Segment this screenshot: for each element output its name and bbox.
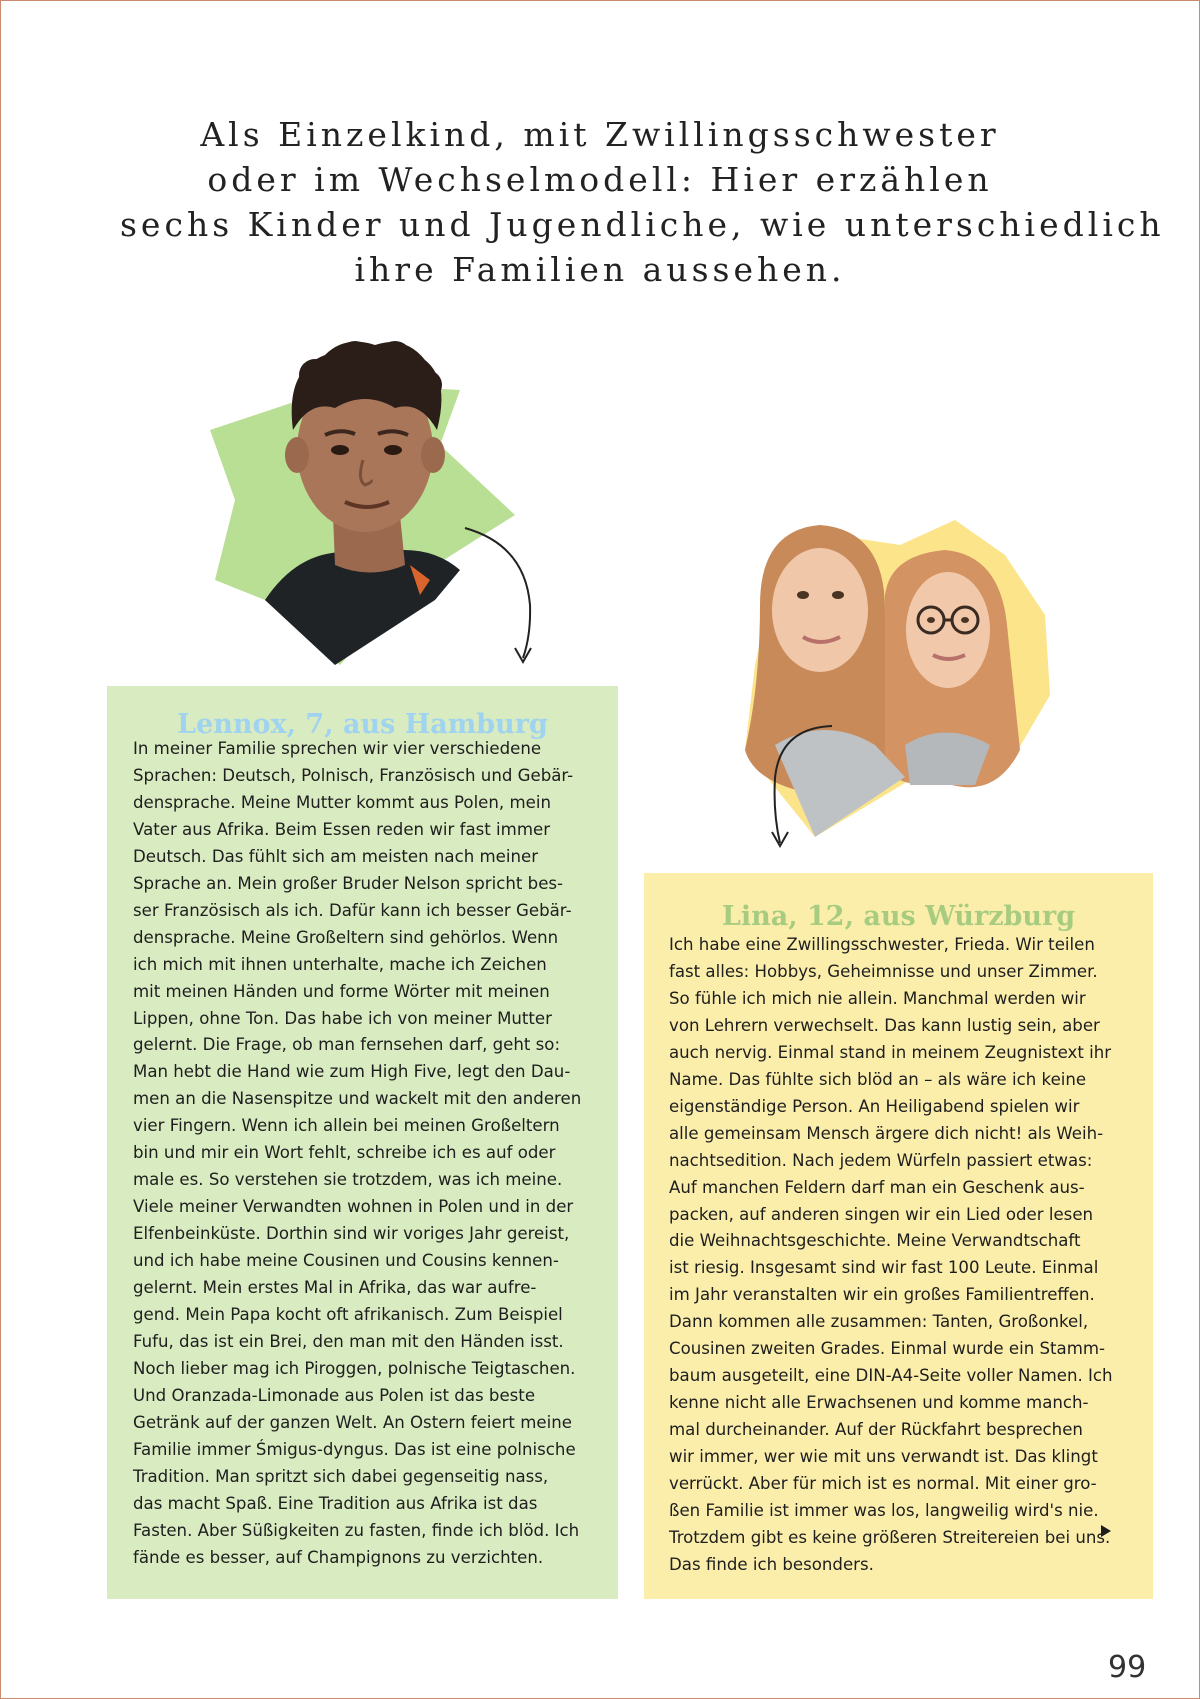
text-line: von Lehrern verwechselt. Das kann lustig sein, aber [669,1015,1100,1035]
text-line: Deutsch. Das fühlt sich am meisten nach meiner [133,846,539,866]
text-line: male es. So verstehen sie trotzdem, was ich meine. [133,1170,563,1190]
text-line: Noch lieber mag ich Piroggen, polnische Teigtaschen. [133,1358,576,1378]
text-line: Und Oranzada-Limonade aus Polen ist das beste [133,1385,536,1405]
text-line: So fühle ich mich nie allein. Manchmal werden wir [669,988,1086,1008]
text-line: Vater aus Afrika. Beim Essen reden wir fast immer [133,819,551,839]
text-line: ßen Familie ist immer was los, langweilig wird's nie. [669,1501,1099,1521]
text-line: alle gemeinsam Mensch ärgere dich nicht! als Weih- [669,1123,1104,1143]
text-line: Viele meiner Verwandten wohnen in Polen und in der [133,1197,574,1217]
text-line: und ich habe meine Cousinen und Cousins kennen- [133,1251,559,1271]
text-line: Auf manchen Feldern darf man ein Geschenk aus- [669,1177,1085,1197]
text-line: densprache. Meine Großeltern sind gehörlos. Wenn [133,927,559,947]
text-line: die Weihnachtsgeschichte. Meine Verwandtschaft [669,1231,1081,1251]
text-line: ich mich mit ihnen unterhalte, mache ich Zeichen [133,954,547,974]
text-line: Tradition. Man spritzt sich dabei gegenseitig nass, [133,1466,549,1486]
text-line: ser Französisch als ich. Dafür kann ich besser Gebär- [133,900,572,920]
profile-title: Lennox, 7, aus Hamburg [177,709,548,740]
text-line: Familie immer Śmigus-dyngus. Das ist eine polnische [133,1439,576,1459]
intro-text [120,112,1165,292]
profile-text [107,735,618,1572]
intro-line: oder im Wechselmodell: Hier erzählen [207,160,993,199]
text-line: Elfenbeinküste. Dorthin sind wir voriges Jahr gereist, [133,1224,570,1244]
text-line: gend. Mein Papa kocht oft afrikanisch. Zum Beispiel [133,1305,563,1325]
curved-arrow-icon [455,520,545,670]
profile-box-lina [644,873,1153,1599]
face-left [772,548,868,672]
text-line: eigenständige Person. An Heiligabend spielen wir [669,1096,1080,1116]
text-line: verrückt. Aber für mich ist es normal. Mit einer gro- [669,1474,1097,1494]
text-line: fast alles: Hobbys, Geheimnisse und unser Zimmer. [669,961,1098,981]
intro-line: Als Einzelkind, mit Zwillingsschwester [200,115,1000,154]
text-line: gelernt. Mein erstes Mal in Afrika, das war aufre- [133,1278,537,1298]
profile-title: Lina, 12, aus Würzburg [721,901,1076,932]
text-line: kenne nicht alle Erwachsenen und komme manch- [669,1393,1089,1413]
face-right [906,572,990,688]
intro-line: sechs Kinder und Jugendliche, wie unterschiedlich [120,205,1165,244]
text-line: bin und mir ein Wort fehlt, schreibe ich es auf oder [133,1143,556,1163]
text-line: fände es besser, auf Champignons zu verzichten. [133,1547,544,1567]
page-number: 99 [1108,1650,1147,1685]
text-line: ist riesig. Insgesamt sind wir fast 100 Leute. Einmal [669,1258,1099,1278]
text-line: Sprachen: Deutsch, Polnisch, Französisch und Gebär- [133,765,574,785]
triangle-right-icon [1101,1525,1111,1537]
text-line: Fasten. Aber Süßigkeiten zu fasten, finde ich blöd. Ich [133,1520,580,1540]
profile-box-lennox [107,686,618,1599]
profile-text [644,931,1153,1579]
text-line: Lippen, ohne Ton. Das habe ich von meiner Mutter [133,1008,552,1028]
text-line: men an die Nasenspitze und wackelt mit den anderen [133,1089,582,1109]
intro-line: ihre Familien aussehen. [354,250,846,289]
text-line: Getränk auf der ganzen Welt. An Ostern feiert meine [133,1412,572,1432]
text-line: Cousinen zweiten Grades. Einmal wurde ein Stamm- [669,1339,1106,1359]
text-line: Fufu, das ist ein Brei, den man mit den Händen isst. [133,1331,564,1351]
text-line: auch nervig. Einmal stand in meinem Zeugnistext ihr [669,1042,1112,1062]
text-line: Trotzdem gibt es keine größeren Streitereien bei uns. [669,1527,1111,1547]
text-line: vier Fingern. Wenn ich allein bei meinen Großeltern [133,1116,560,1136]
text-line: Das finde ich besonders. [669,1554,874,1574]
curved-arrow-icon [760,718,840,853]
text-line: densprache. Meine Mutter kommt aus Polen, mein [133,792,551,812]
text-line: baum ausgeteilt, eine DIN-A4-Seite voller Namen. Ich [669,1366,1113,1386]
text-line: das macht Spaß. Eine Tradition aus Afrika ist das [133,1493,538,1513]
text-line: Name. Das fühlte sich blöd an – als wäre ich keine [669,1069,1087,1089]
text-line: mal durcheinander. Auf der Rückfahrt besprechen [669,1420,1083,1440]
text-line: wir immer, wer wie mit uns verwandt ist. Das klingt [669,1447,1098,1467]
text-line: Man hebt die Hand wie zum High Five, legt den Dau- [133,1062,571,1082]
text-line: Sprache an. Mein großer Bruder Nelson spricht bes- [133,873,564,893]
text-line: packen, auf anderen singen wir ein Lied oder lesen [669,1204,1094,1224]
text-line: Dann kommen alle zusammen: Tanten, Großonkel, [669,1312,1089,1332]
text-line: nachtsedition. Nach jedem Würfeln passiert etwas: [669,1150,1093,1170]
text-line: Ich habe eine Zwillingsschwester, Frieda. Wir teilen [669,935,1095,954]
text-line: im Jahr veranstalten wir ein großes Familientreffen. [669,1285,1095,1305]
text-line: gelernt. Die Frage, ob man fernsehen darf, geht so: [133,1035,561,1055]
text-line: mit meinen Händen und forme Wörter mit meinen [133,981,550,1001]
text-line: In meiner Familie sprechen wir vier verschiedene [133,739,542,758]
